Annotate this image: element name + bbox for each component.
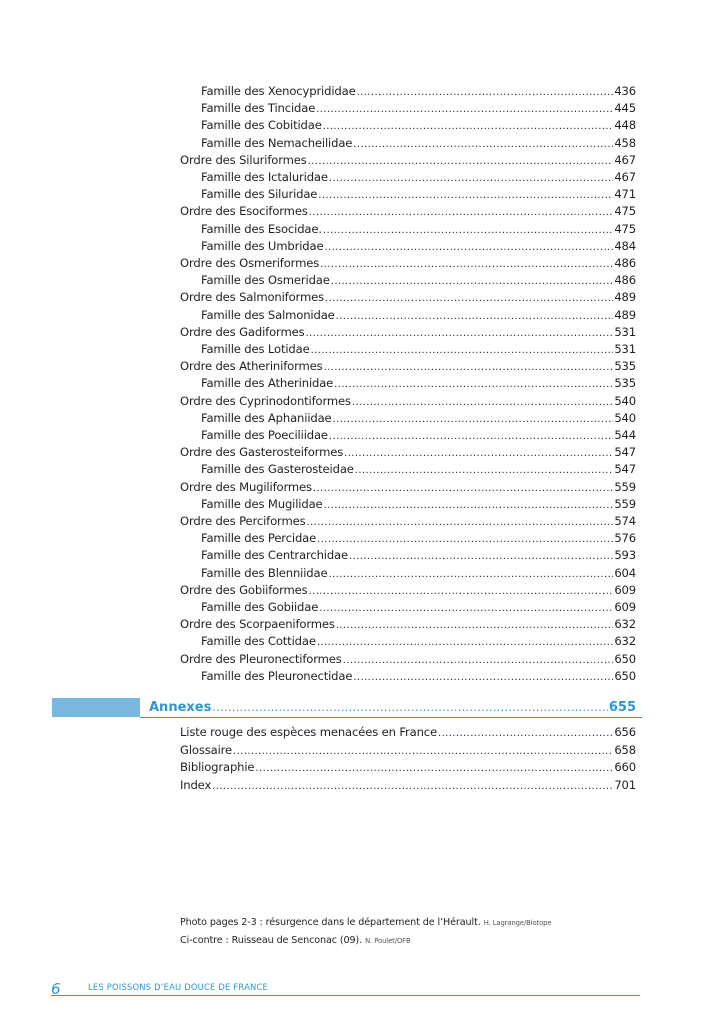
toc-family-entry[interactable]: [201, 599, 636, 616]
entry-page: 471: [614, 187, 636, 202]
caption-text: Ci-contre : Ruisseau de Senconac (09).: [180, 935, 363, 946]
entry-page: 604: [614, 565, 636, 580]
leader-dots: [352, 394, 613, 411]
leader-dots: [334, 376, 613, 393]
entry-page: 609: [614, 600, 636, 614]
entry-title: Famille des Siluridae: [201, 187, 318, 202]
entry-title: Famille des Cobitidae: [201, 118, 322, 133]
entry-page: 475: [614, 221, 636, 236]
leader-dots: [317, 531, 613, 548]
leader-dots: [329, 170, 613, 187]
entry-title: Famille des Xenocyprididae: [201, 84, 356, 98]
toc-family-entry[interactable]: [201, 307, 636, 324]
annexes-heading[interactable]: [149, 698, 636, 717]
entry-title: Famille des Atherinidae: [201, 376, 334, 391]
entry-page: 658: [614, 742, 636, 757]
footer-rule: [51, 995, 640, 996]
entry-title: Ordre des Gadiformes: [180, 324, 305, 339]
toc-family-entry[interactable]: [201, 565, 636, 582]
entry-page: 656: [614, 725, 636, 739]
leader-dots: [305, 325, 613, 342]
entry-page: 489: [614, 290, 636, 305]
entry-page: 531: [614, 342, 636, 356]
toc-family-entry[interactable]: [201, 135, 636, 152]
entry-title: Ordre des Gasterosteiformes: [180, 445, 344, 460]
toc-family-entry[interactable]: [201, 461, 636, 478]
leader-dots: [320, 256, 613, 273]
leader-dots: [324, 239, 613, 256]
leader-dots: [438, 725, 613, 742]
entry-page: 660: [614, 760, 636, 775]
entry-page: 458: [614, 135, 636, 150]
toc-family-entry[interactable]: [201, 83, 636, 100]
entry-page: 531: [614, 324, 636, 339]
entry-title: Famille des Percidae: [201, 531, 317, 546]
entry-title: Ordre des Salmoniformes: [180, 290, 324, 305]
toc-order-entry[interactable]: [180, 203, 636, 220]
entry-page: 484: [614, 238, 636, 253]
leader-dots: [328, 566, 613, 583]
entry-title: Famille des Lotidae: [201, 342, 310, 356]
entry-title: Ordre des Perciformes: [180, 514, 306, 528]
entry-title: Liste rouge des espèces menacées en France: [180, 725, 437, 739]
entry-title: Famille des Osmeridae: [201, 273, 330, 288]
toc-family-entry[interactable]: [201, 169, 636, 186]
leader-dots: [324, 497, 614, 514]
annexes-band: [52, 698, 140, 717]
entry-title: Famille des Mugilidae: [201, 496, 323, 511]
entry-page: 540: [614, 410, 636, 425]
entry-title: Famille des Aphaniidae: [201, 410, 332, 425]
entry-page: 609: [614, 582, 636, 597]
leader-dots: [323, 118, 614, 135]
entry-page: 489: [614, 307, 636, 322]
entry-page: 701: [614, 778, 636, 793]
entry-title: Famille des Poeciliidae: [201, 428, 328, 442]
toc-order-entry[interactable]: [180, 759, 636, 776]
toc-order-entry[interactable]: [180, 651, 636, 668]
toc-family-entry[interactable]: [201, 375, 636, 392]
leader-dots: [233, 743, 613, 760]
caption-credit: N. Poulet/OFB: [365, 937, 411, 945]
entry-title: Famille des Gasterosteidae: [201, 462, 354, 477]
leader-dots: [255, 760, 613, 777]
leader-dots: [313, 480, 613, 497]
entry-title: Famille des Gobiidae: [201, 600, 319, 614]
toc-family-entry[interactable]: [201, 496, 636, 513]
entry-title: Ordre des Gobiiformes: [180, 582, 308, 597]
entry-page: 540: [614, 393, 636, 408]
toc-order-entry[interactable]: [180, 724, 636, 741]
leader-dots: [318, 187, 613, 204]
running-footer-title: LES POISSONS D’EAU DOUCE DE FRANCE: [88, 982, 269, 992]
entry-title: Ordre des Scorpaeniformes: [180, 617, 335, 632]
toc-family-entry[interactable]: [201, 427, 636, 444]
toc-order-entry[interactable]: [180, 393, 636, 410]
toc-family-entry[interactable]: [201, 100, 636, 117]
leader-dots: [325, 290, 613, 307]
entry-title: Famille des Pleuronectidae: [201, 668, 353, 683]
toc-order-entry[interactable]: [180, 742, 636, 759]
toc-family-entry[interactable]: [201, 238, 636, 255]
entry-page: 544: [614, 428, 636, 442]
toc-family-entry[interactable]: [201, 633, 636, 650]
entry-title: Ordre des Osmeriformes: [180, 256, 320, 270]
entry-title: Famille des Esocidae.: [201, 221, 322, 236]
toc-family-entry[interactable]: [201, 530, 636, 547]
entry-page: 467: [614, 152, 636, 167]
entry-page: 445: [614, 101, 636, 116]
entry-page: 632: [614, 634, 636, 649]
toc-order-entry[interactable]: [180, 289, 636, 306]
toc-family-entry[interactable]: [201, 668, 636, 685]
leader-dots: [311, 342, 614, 359]
leader-dots: [331, 273, 614, 290]
entry-page: 475: [614, 204, 636, 219]
leader-dots: [317, 634, 614, 651]
toc-order-entry[interactable]: [180, 152, 636, 169]
toc-order-entry[interactable]: [180, 324, 636, 341]
annexes-title: Annexes: [149, 700, 212, 715]
entry-page: 486: [614, 256, 636, 270]
toc-order-entry[interactable]: [180, 444, 636, 461]
leader-dots: [333, 411, 614, 428]
caption-credit: H. Lagrange/Biotope: [483, 919, 552, 927]
leader-dots: [309, 204, 614, 221]
leader-dots: [329, 428, 613, 445]
leader-dots: [316, 101, 613, 118]
entry-title: Ordre des Mugiliformes: [180, 479, 312, 494]
entry-title: Ordre des Pleuronectiformes: [180, 651, 342, 666]
leader-dots: [353, 669, 613, 686]
leader-dots: [344, 445, 613, 462]
toc-family-entry[interactable]: [201, 186, 636, 203]
toc-family-entry[interactable]: [201, 341, 636, 358]
entry-page: 436: [614, 84, 636, 98]
entry-title: Glossaire: [180, 742, 232, 757]
entry-page: 574: [614, 514, 636, 528]
entry-title: Index: [180, 778, 212, 793]
entry-page: 467: [614, 170, 636, 184]
entry-title: Bibliographie: [180, 760, 255, 775]
leader-dots: [349, 548, 613, 565]
entry-page: 650: [614, 651, 636, 666]
photo-caption-2: [180, 935, 411, 946]
leader-dots: [323, 222, 613, 239]
toc-family-entry[interactable]: [201, 410, 636, 427]
toc-order-entry[interactable]: [180, 255, 636, 272]
leader-dots: [336, 617, 614, 634]
toc-family-entry[interactable]: [201, 221, 636, 238]
leader-dots: [324, 359, 614, 376]
entry-page: 559: [614, 496, 636, 511]
leader-dots: [353, 136, 613, 153]
leader-dots: [355, 462, 614, 479]
toc-order-entry[interactable]: [180, 582, 636, 599]
toc-family-entry[interactable]: [201, 272, 636, 289]
entry-title: Ordre des Esociformes: [180, 204, 308, 219]
toc-order-entry[interactable]: [180, 777, 636, 794]
entry-page: 576: [614, 531, 636, 546]
entry-page: 547: [614, 462, 636, 477]
toc-order-entry[interactable]: [180, 479, 636, 496]
entry-title: Famille des Cottidae: [201, 634, 316, 649]
leader-dots: [319, 600, 613, 617]
leader-dots: [309, 583, 614, 600]
entry-page: 448: [614, 118, 636, 133]
caption-text: Photo pages 2-3 : résurgence dans le département de l’Hérault.: [180, 917, 481, 928]
leader-dots: [212, 778, 613, 795]
entry-page: 593: [614, 548, 636, 563]
entry-page: 547: [614, 445, 636, 460]
entry-page: 559: [614, 479, 636, 494]
entry-page: 486: [614, 273, 636, 288]
entry-title: Famille des Salmonidae: [201, 307, 335, 322]
photo-caption-1: [180, 917, 551, 928]
entry-title: Ordre des Siluriformes: [180, 152, 307, 167]
toc-order-entry[interactable]: [180, 513, 636, 530]
entry-page: 632: [614, 617, 636, 632]
entry-title: Famille des Tincidae: [201, 101, 316, 116]
annexes-page: 655: [608, 700, 636, 715]
page-number: 6: [51, 980, 61, 998]
entry-title: Famille des Umbridae: [201, 238, 324, 253]
entry-title: Famille des Blenniidae: [201, 565, 328, 580]
entry-title: Famille des Centrarchidae: [201, 548, 348, 563]
leader-dots: [343, 652, 614, 669]
entry-title: Famille des Ictaluridae: [201, 170, 328, 184]
toc-family-entry[interactable]: [201, 117, 636, 134]
entry-page: 535: [614, 359, 636, 374]
entry-title: Famille des Nemacheilidae: [201, 135, 353, 150]
entry-page: 535: [614, 376, 636, 391]
leader-dots: [308, 153, 614, 170]
entry-title: Ordre des Cyprinodontiformes: [180, 393, 351, 408]
toc-order-entry[interactable]: [180, 358, 636, 375]
leader-dots: [212, 698, 608, 717]
leader-dots: [306, 514, 613, 531]
entry-title: Ordre des Atheriniformes: [180, 359, 323, 374]
leader-dots: [357, 84, 614, 101]
entry-page: 650: [614, 668, 636, 683]
leader-dots: [336, 308, 614, 325]
toc-family-entry[interactable]: [201, 547, 636, 564]
toc-order-entry[interactable]: [180, 616, 636, 633]
annexes-rule: [140, 717, 642, 718]
